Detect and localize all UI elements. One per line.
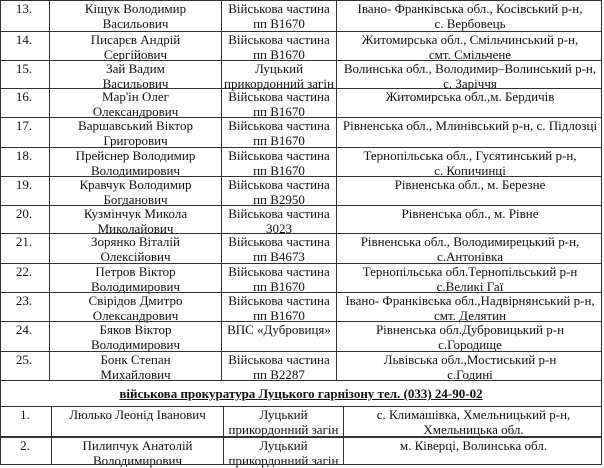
military-unit-cell bbox=[221, 1, 336, 31]
person-name-line: Григорович bbox=[50, 134, 221, 149]
row-number-cell bbox=[0, 322, 48, 351]
address-line: Волинська обл., Володимир–Волинський р-н, bbox=[337, 62, 603, 77]
person-name-line: Васильович bbox=[50, 17, 221, 32]
military-unit-cell bbox=[221, 322, 336, 351]
person-name-line: Миколайович bbox=[50, 222, 221, 237]
address-cell bbox=[336, 61, 603, 88]
person-name-cell bbox=[49, 61, 221, 88]
person-name-cell bbox=[49, 322, 221, 351]
military-unit-cell bbox=[221, 32, 336, 60]
person-name-cell bbox=[49, 148, 221, 176]
person-name-line: Бяков Віктор bbox=[50, 323, 221, 338]
row-number-cell bbox=[0, 61, 48, 88]
person-name-cell bbox=[49, 264, 221, 292]
person-name-cell bbox=[49, 177, 221, 205]
person-name-cell bbox=[49, 32, 221, 60]
row-number-line: 17. bbox=[0, 119, 48, 134]
person-name-line: Прейснер Володимир bbox=[50, 149, 221, 164]
address-line: Рівненська обл., Млинівський р-н, с. Підлозці bbox=[337, 119, 603, 134]
person-name-cell bbox=[49, 352, 221, 380]
address-line: Тернопільська обл., Гусятинський р-н, bbox=[337, 149, 603, 164]
person-name-line: Мар'ін Олег bbox=[50, 90, 221, 105]
military-unit-line: Військова частина bbox=[222, 235, 336, 250]
row-number-cell bbox=[0, 32, 48, 60]
address-cell bbox=[336, 322, 603, 351]
military-unit-cell bbox=[221, 118, 336, 147]
address-line: Рівненська обл., м. Рівне bbox=[337, 207, 603, 222]
table-row bbox=[0, 147, 602, 176]
person-name-line: Олексійович bbox=[50, 250, 221, 265]
address-cell bbox=[336, 206, 603, 233]
row-number-cell bbox=[0, 1, 48, 31]
person-name-line: Олександрович bbox=[50, 309, 221, 324]
person-name-line: Володимирович bbox=[50, 338, 221, 353]
section-header bbox=[0, 380, 602, 406]
military-unit-line: Військова частина bbox=[222, 294, 336, 309]
person-name-line: Олександрович bbox=[50, 105, 221, 120]
military-unit-line: прикордонний загін bbox=[222, 77, 336, 92]
military-unit-line: пп В1670 bbox=[222, 17, 336, 32]
row-number-cell bbox=[0, 264, 48, 292]
row-number-line: 24. bbox=[0, 323, 48, 338]
military-unit-cell bbox=[223, 438, 343, 464]
address-cell bbox=[336, 89, 603, 117]
row-number-line: 1. bbox=[0, 408, 50, 423]
row-number-cell bbox=[0, 148, 48, 176]
row-number-cell bbox=[0, 177, 48, 205]
military-unit-cell bbox=[221, 177, 336, 205]
address-line: с.Антонівка bbox=[337, 250, 603, 265]
person-name-line bbox=[52, 423, 223, 438]
row-number-line: 23. bbox=[0, 294, 48, 309]
address-line: Рівненська обл.Дубровицький р-н bbox=[337, 323, 603, 338]
person-name-line: Свірідов Дмитро bbox=[50, 294, 221, 309]
address-cell bbox=[336, 1, 603, 31]
military-unit-line: пп В1670 bbox=[222, 48, 336, 63]
row-number-line: 15. bbox=[0, 62, 48, 77]
table-row bbox=[0, 176, 602, 205]
person-name-line: Люлько Леонід Іванович bbox=[52, 408, 223, 423]
person-name-cell bbox=[49, 1, 221, 31]
military-unit-line: пп В1670 bbox=[222, 105, 336, 120]
table-row bbox=[0, 292, 602, 321]
address-line: Івано- Франківська обл.,Надвірнянський р-н, bbox=[337, 294, 603, 309]
military-unit-line: Луцький bbox=[224, 439, 343, 454]
military-unit-line: пп В2950 bbox=[222, 193, 336, 208]
address-line bbox=[344, 454, 603, 468]
military-unit-line: пп В2287 bbox=[222, 368, 336, 383]
person-name-line: Писарєв Андрій bbox=[50, 33, 221, 48]
address-line: Хмельницька обл. bbox=[344, 423, 603, 438]
military-unit-line: ВПС «Дубровиця» bbox=[222, 323, 336, 338]
military-unit-line: Військова частина bbox=[222, 178, 336, 193]
address-cell bbox=[343, 438, 603, 464]
person-name-line: Пилипчук Анатолій bbox=[52, 439, 223, 454]
person-name-line: Кіщук Володимир bbox=[50, 2, 221, 17]
row-number-cell bbox=[0, 352, 48, 380]
military-unit-line: Військова частина bbox=[222, 265, 336, 280]
address-line: Львівська обл.,Мостиський р-н bbox=[337, 353, 603, 368]
address-line: с. Заріччя bbox=[337, 77, 603, 92]
military-unit-line bbox=[222, 338, 336, 353]
person-name-line: Петров Віктор bbox=[50, 265, 221, 280]
military-unit-line: Військова частина bbox=[222, 207, 336, 222]
person-name-cell bbox=[49, 118, 221, 147]
military-unit-line: Військова частина bbox=[222, 119, 336, 134]
row-number-cell bbox=[0, 438, 50, 464]
military-unit-cell bbox=[221, 352, 336, 380]
table-bottom-border bbox=[0, 464, 602, 465]
military-unit-line: пп В4673 bbox=[222, 250, 336, 265]
person-name-line: Кравчук Володимир bbox=[50, 178, 221, 193]
address-cell bbox=[336, 352, 603, 380]
military-unit-line: Військова частина bbox=[222, 90, 336, 105]
table-row bbox=[0, 233, 602, 263]
address-cell bbox=[336, 148, 603, 176]
person-name-line: Володимирович bbox=[52, 454, 223, 468]
military-unit-line: 3023 bbox=[222, 222, 336, 237]
address-line: Рівненська обл., м. Березне bbox=[337, 178, 603, 193]
address-line: с. Климашівка, Хмельницький р-н, bbox=[344, 408, 603, 423]
person-name-line: Богданович bbox=[50, 193, 221, 208]
address-line: Тернопільська обл.Тернопільський р-н bbox=[337, 265, 603, 280]
table-row bbox=[0, 88, 602, 117]
row-number-line: 20. bbox=[0, 207, 48, 222]
address-line: с.Городище bbox=[337, 338, 603, 353]
person-name-line: Васильович bbox=[50, 77, 221, 92]
row-number-line: 18. bbox=[0, 149, 48, 164]
address-cell bbox=[336, 234, 603, 263]
person-name-cell bbox=[51, 438, 223, 464]
military-unit-cell bbox=[221, 206, 336, 233]
person-name-line: Володимирович bbox=[50, 164, 221, 179]
address-line: с.Годині bbox=[337, 368, 603, 383]
table-row bbox=[0, 60, 602, 88]
row-number-line: 19. bbox=[0, 178, 48, 193]
military-unit-line: прикордонний загін bbox=[224, 454, 343, 468]
row-number-line: 25. bbox=[0, 353, 48, 368]
row-number-line: 13. bbox=[0, 2, 48, 17]
person-name-line: Михайлович bbox=[50, 368, 221, 383]
table-row bbox=[0, 321, 602, 351]
row-number-cell bbox=[0, 293, 48, 321]
military-unit-line: Луцький bbox=[222, 62, 336, 77]
table-row bbox=[0, 117, 602, 147]
table-row bbox=[0, 436, 602, 464]
address-line: Рівненська обл., Володимирецький р-н, bbox=[337, 235, 603, 250]
address-line: Житомирська обл., Смільчинський р-н, bbox=[337, 33, 603, 48]
military-unit-cell bbox=[221, 148, 336, 176]
address-cell bbox=[336, 264, 603, 292]
person-name-cell bbox=[49, 293, 221, 321]
military-unit-line: пп В1670 bbox=[222, 164, 336, 179]
table-row bbox=[0, 0, 602, 31]
military-unit-cell bbox=[221, 234, 336, 263]
person-name-cell bbox=[49, 206, 221, 233]
military-unit-cell bbox=[221, 293, 336, 321]
military-unit-line: Військова частина bbox=[222, 2, 336, 17]
table-row bbox=[0, 31, 602, 60]
military-unit-line: Військова частина bbox=[222, 353, 336, 368]
person-name-line: Варшавський Віктор bbox=[50, 119, 221, 134]
military-unit-cell bbox=[221, 61, 336, 88]
person-name-line: Зай Вадим bbox=[50, 62, 221, 77]
person-name-cell bbox=[49, 234, 221, 263]
military-unit-line: пп В1670 bbox=[222, 309, 336, 324]
military-unit-line: Луцький bbox=[224, 408, 343, 423]
row-number-line: 2. bbox=[0, 439, 50, 454]
address-line: с. Копичинці bbox=[337, 164, 603, 179]
address-cell bbox=[336, 177, 603, 205]
person-name-line: Сергійович bbox=[50, 48, 221, 63]
military-unit-cell bbox=[221, 89, 336, 117]
row-number-line: 14. bbox=[0, 33, 48, 48]
address-line bbox=[337, 134, 603, 149]
address-line: смт. Делятин bbox=[337, 309, 603, 324]
person-name-line: Кузмінчук Микола bbox=[50, 207, 221, 222]
address-cell bbox=[343, 407, 603, 436]
military-unit-line: пп В1670 bbox=[222, 134, 336, 149]
person-name-line: Бонк Степан bbox=[50, 353, 221, 368]
address-line: Житомирська обл.,м. Бердичів bbox=[337, 90, 603, 105]
section-header-text: військова прокуратура Луцького гарнізону тел. (033) 24-90-02 bbox=[119, 386, 482, 401]
military-unit-line: пп В1670 bbox=[222, 280, 336, 295]
address-line: Івано- Франківська обл., Косівський р-н, bbox=[337, 2, 603, 17]
address-line: с.Великі Гаї bbox=[337, 280, 603, 295]
person-name-line: Володимирович bbox=[50, 280, 221, 295]
person-name-cell bbox=[51, 407, 223, 436]
row-number-cell bbox=[0, 118, 48, 147]
person-name-line: Зорянко Віталій bbox=[50, 235, 221, 250]
table-row bbox=[0, 406, 602, 436]
table-row bbox=[0, 351, 602, 380]
row-number-cell bbox=[0, 89, 48, 117]
address-cell bbox=[336, 32, 603, 60]
address-line: м. Ківерці, Волинська обл. bbox=[344, 439, 603, 454]
row-number-cell bbox=[0, 206, 48, 233]
row-number-line: 22. bbox=[0, 265, 48, 280]
row-number-line: 16. bbox=[0, 90, 48, 105]
address-cell bbox=[336, 293, 603, 321]
military-unit-cell bbox=[223, 407, 343, 436]
row-number-line: 21. bbox=[0, 235, 48, 250]
address-line: смт. Смільчене bbox=[337, 48, 603, 63]
military-unit-line: Військова частина bbox=[222, 33, 336, 48]
row-number-cell bbox=[0, 234, 48, 263]
military-unit-line: Військова частина bbox=[222, 149, 336, 164]
military-unit-cell bbox=[221, 264, 336, 292]
person-name-cell bbox=[49, 89, 221, 117]
table-row bbox=[0, 205, 602, 233]
address-line: с. Вербовець bbox=[337, 17, 603, 32]
table-row bbox=[0, 263, 602, 292]
row-number-cell bbox=[0, 407, 50, 436]
military-unit-line: прикордонний загін bbox=[224, 423, 343, 438]
address-cell bbox=[336, 118, 603, 147]
